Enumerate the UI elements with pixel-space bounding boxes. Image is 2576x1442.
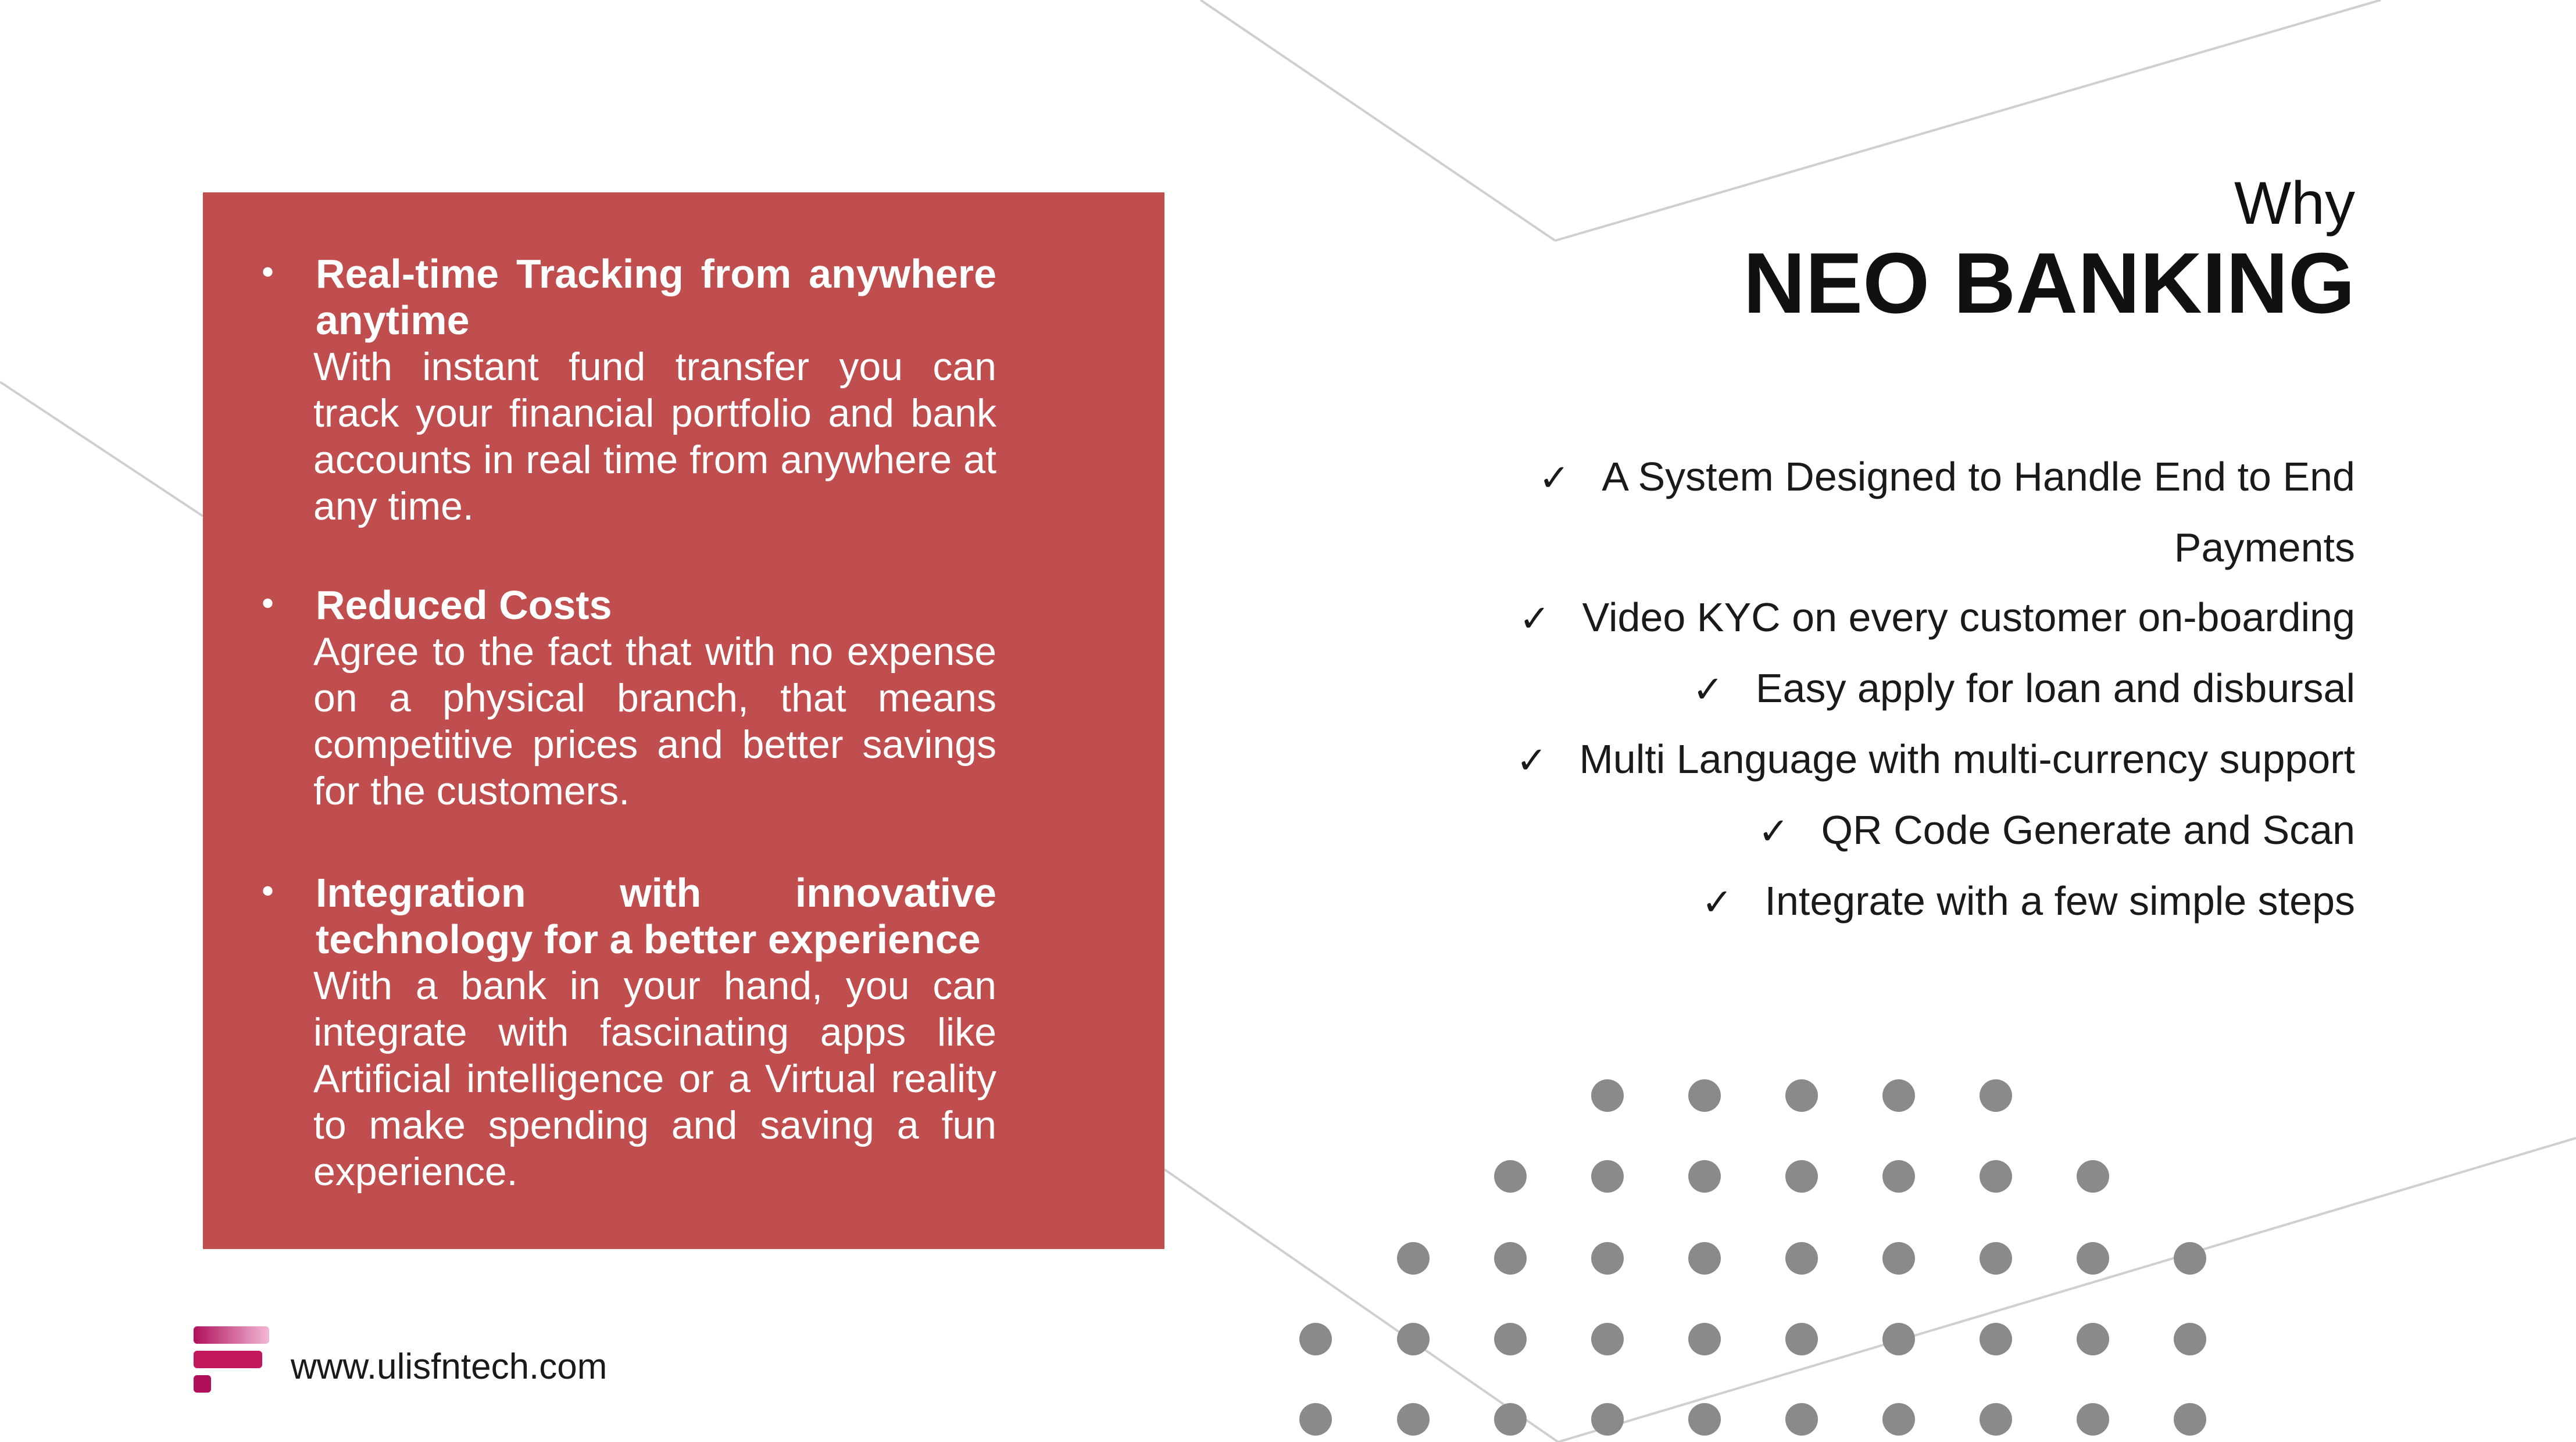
- dot: [1785, 1403, 1818, 1436]
- checklist-item: [1309, 866, 2355, 937]
- benefit-point: [258, 251, 996, 529]
- dot: [1785, 1242, 1818, 1275]
- dot: [1591, 1242, 1624, 1275]
- dot: [1980, 1242, 2012, 1275]
- check-icon: ✓: [1758, 810, 1789, 852]
- dot: [1882, 1079, 1915, 1112]
- dot: [2077, 1160, 2109, 1193]
- dot: [1591, 1079, 1624, 1112]
- dot-pattern: [1299, 1079, 2206, 1436]
- dot: [1688, 1242, 1721, 1275]
- dot: [1299, 1323, 1332, 1355]
- dot: [1688, 1323, 1721, 1355]
- benefit-title: Real-time Tracking from anywhere anytime: [316, 251, 996, 343]
- checklist-item: [1309, 653, 2355, 724]
- dot: [1299, 1403, 1332, 1436]
- dot: [2077, 1403, 2109, 1436]
- website-link[interactable]: www.ulisfntech.com: [291, 1347, 608, 1387]
- dot: [1688, 1160, 1721, 1193]
- dot: [1494, 1242, 1527, 1275]
- checklist-item-label: Multi Language with multi-currency support: [1579, 736, 2355, 782]
- dot: [2174, 1323, 2206, 1355]
- benefit-description: Agree to the fact that with no expense on a physical branch, that means competitive prices and better savings for the customers.: [313, 629, 996, 813]
- dot: [1980, 1160, 2012, 1193]
- heading-why: Why: [2234, 170, 2355, 237]
- checklist-item: [1309, 795, 2355, 866]
- feature-checklist: [1309, 442, 2355, 937]
- dot: [1397, 1403, 1430, 1436]
- dot: [1591, 1323, 1624, 1355]
- dot: [1688, 1403, 1721, 1436]
- dot: [1785, 1079, 1818, 1112]
- dot: [1882, 1403, 1915, 1436]
- bullet-icon: •: [258, 586, 278, 624]
- checklist-item-label: Payments: [2174, 525, 2355, 570]
- check-icon: ✓: [1516, 739, 1548, 781]
- dot: [1397, 1323, 1430, 1355]
- benefit-description: With instant fund transfer you can track your financial portfolio and bank accounts in real time from anywhere at any time.: [313, 345, 996, 528]
- ulis-logo-icon: [194, 1326, 269, 1402]
- checklist-item-label: Integrate with a few simple steps: [1764, 878, 2355, 924]
- check-icon: ✓: [1538, 457, 1570, 499]
- dot: [1785, 1160, 1818, 1193]
- checklist-item-label: Easy apply for loan and disbursal: [1755, 665, 2355, 711]
- benefit-point: [258, 582, 996, 814]
- dot: [1494, 1160, 1527, 1193]
- dot: [1980, 1079, 2012, 1112]
- dot: [1494, 1323, 1527, 1355]
- dot: [1980, 1323, 2012, 1355]
- checklist-item-continuation: [1309, 513, 2355, 582]
- benefit-title: Integration with innovative technology for a better experience: [316, 870, 996, 962]
- dot: [1882, 1160, 1915, 1193]
- heading-neo-banking: NEO BANKING: [1743, 235, 2355, 331]
- dot: [1882, 1323, 1915, 1355]
- checklist-item-label: QR Code Generate and Scan: [1821, 807, 2355, 853]
- dot: [2077, 1242, 2109, 1275]
- dot: [2174, 1242, 2206, 1275]
- dot: [1785, 1323, 1818, 1355]
- checklist-item-label: Video KYC on every customer on-boarding: [1582, 595, 2355, 640]
- bullet-icon: •: [258, 255, 278, 292]
- dot: [1688, 1079, 1721, 1112]
- dot: [2077, 1323, 2109, 1355]
- checklist-item: [1309, 582, 2355, 653]
- dot: [1494, 1403, 1527, 1436]
- dot: [1882, 1242, 1915, 1275]
- dot: [1591, 1160, 1624, 1193]
- benefit-description: With a bank in your hand, you can integrate with fascinating apps like Artificial intelligence or a Virtual reality to make spending and saving a fun experience.: [313, 964, 996, 1194]
- check-icon: ✓: [1701, 881, 1733, 923]
- benefits-card: [203, 192, 1164, 1249]
- checklist-item-label: A System Designed to Handle End to End: [1602, 454, 2355, 499]
- checklist-item: [1309, 442, 2355, 513]
- dot: [1980, 1403, 2012, 1436]
- check-icon: ✓: [1692, 668, 1724, 710]
- bullet-icon: •: [258, 874, 278, 911]
- dot: [1397, 1242, 1430, 1275]
- dot: [2174, 1403, 2206, 1436]
- dot: [1591, 1403, 1624, 1436]
- check-icon: ✓: [1519, 597, 1550, 639]
- benefit-title: Reduced Costs: [316, 582, 612, 628]
- checklist-item: [1309, 724, 2355, 795]
- benefit-point: [258, 870, 996, 1195]
